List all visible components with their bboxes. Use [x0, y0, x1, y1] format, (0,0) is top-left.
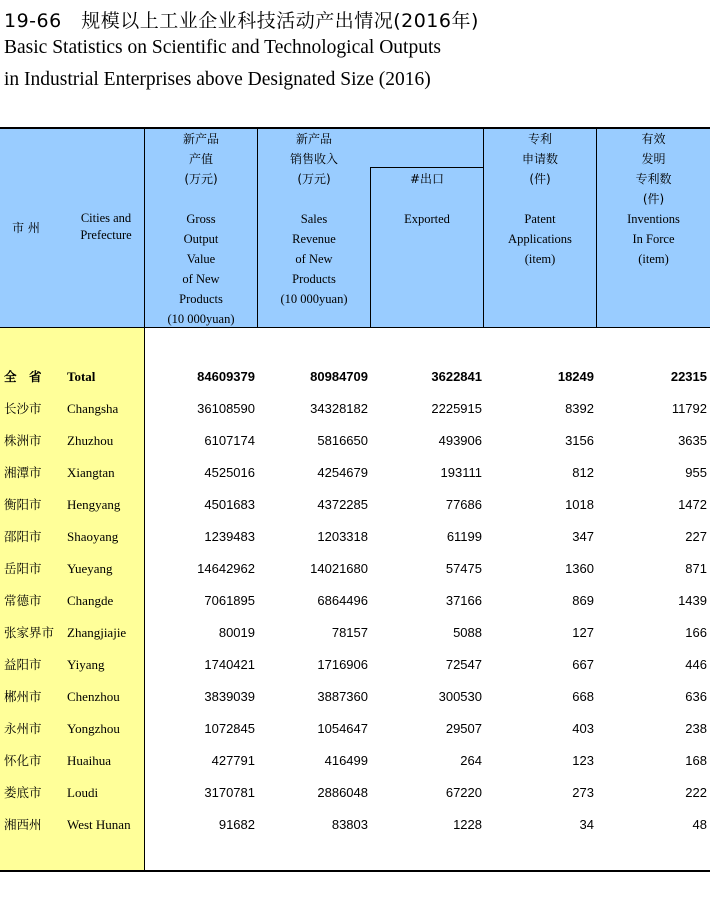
- header-line: [145, 189, 257, 209]
- table-row: [0, 585, 710, 617]
- city-name-cn: 永州市: [4, 721, 42, 736]
- header-line: (件): [642, 192, 665, 206]
- cell-value: 347: [572, 529, 594, 544]
- header-line: 专利数: [635, 172, 672, 186]
- cell-value: 871: [685, 561, 707, 576]
- city-name-cn: 岳阳市: [4, 561, 42, 576]
- cell-value: 3887360: [317, 689, 368, 704]
- cell-value: 1472: [678, 497, 707, 512]
- header-gross-output-value: [145, 129, 257, 329]
- table-row: [0, 745, 710, 777]
- city-name-cn: 湘潭市: [4, 465, 42, 480]
- header-line: 专利: [527, 132, 552, 146]
- cell-value: 83803: [331, 817, 368, 832]
- header-line: 申请数: [521, 152, 558, 166]
- city-name-en: Changsha: [67, 401, 119, 416]
- header-line: 销售收入: [289, 152, 338, 166]
- cell-value: 227: [685, 529, 707, 544]
- cell-value: 72547: [445, 657, 482, 672]
- cell-value: 416499: [324, 753, 368, 768]
- city-name-cn: 湘西州: [4, 817, 42, 832]
- city-name-en: Chenzhou: [67, 689, 120, 704]
- city-name-cn: 益阳市: [4, 657, 42, 672]
- city-name-cn: 株洲市: [4, 433, 42, 448]
- header-line: Products: [292, 272, 336, 286]
- cell-value: 193111: [440, 465, 482, 480]
- header-line: Value: [186, 252, 216, 266]
- city-name-cn: 邵阳市: [4, 529, 42, 544]
- city-name-en: Xiangtan: [67, 465, 115, 480]
- cell-value: 869: [572, 593, 594, 608]
- city-name-cn: 怀化市: [4, 753, 42, 768]
- cell-value: 6107174: [204, 433, 255, 448]
- cell-value: 446: [685, 657, 707, 672]
- cell-value: 127: [572, 625, 594, 640]
- header-line: (件): [529, 172, 551, 186]
- header-line: Gross: [186, 212, 216, 226]
- header-line: (10 000yuan): [167, 312, 235, 326]
- city-name-en: Zhangjiajie: [67, 625, 127, 640]
- city-name-cn: 常德市: [4, 593, 42, 608]
- cell-value: 34: [579, 817, 594, 832]
- city-name-en: Yueyang: [67, 561, 113, 576]
- cell-value: 2225915: [431, 401, 482, 416]
- header-line: 发明: [641, 152, 666, 166]
- header-line: Patent: [524, 212, 556, 226]
- header-line: Revenue: [292, 232, 336, 246]
- cell-value: 264: [460, 753, 482, 768]
- cell-value: 1228: [453, 817, 482, 832]
- header-line: Output: [183, 232, 219, 246]
- cell-value: 1716906: [317, 657, 368, 672]
- cell-value: 7061895: [204, 593, 255, 608]
- header-line: In Force: [632, 232, 675, 246]
- cell-value: 14021680: [310, 561, 368, 576]
- cell-value: 1203318: [317, 529, 368, 544]
- cell-value: 48: [692, 817, 707, 832]
- cell-value: 5088: [453, 625, 482, 640]
- header-city-en: Cities and Prefecture: [80, 211, 132, 242]
- cell-value: 403: [572, 721, 594, 736]
- header-line: Exported: [404, 212, 450, 226]
- cell-value: 4254679: [317, 465, 368, 480]
- cell-value: 18249: [557, 369, 594, 384]
- city-name-en: Loudi: [67, 785, 99, 800]
- header-line: Sales: [300, 212, 328, 226]
- cell-value: 77686: [445, 497, 482, 512]
- cell-value: 300530: [438, 689, 482, 704]
- city-name-en: Yiyang: [67, 657, 105, 672]
- header-line: Inventions: [627, 212, 680, 226]
- header-line: Products: [179, 292, 223, 306]
- city-name-cn: 娄底市: [4, 785, 42, 800]
- header-line: 新产品: [182, 132, 219, 146]
- cell-value: 22315: [670, 369, 707, 384]
- table-row: [0, 681, 710, 713]
- cell-value: 3622841: [431, 369, 482, 384]
- header-line: Applications: [508, 232, 572, 246]
- header-line: of New: [295, 252, 333, 266]
- header-sales-revenue: [258, 129, 370, 309]
- cell-value: 37166: [445, 593, 482, 608]
- cell-value: 168: [685, 753, 707, 768]
- cell-value: 222: [685, 785, 707, 800]
- table-row: [0, 713, 710, 745]
- cell-value: 1239483: [204, 529, 255, 544]
- cell-value: 273: [572, 785, 594, 800]
- exported-subheader-rule: [370, 167, 484, 168]
- cell-value: 36108590: [197, 401, 255, 416]
- cell-value: 29507: [445, 721, 482, 736]
- cell-value: 166: [685, 625, 707, 640]
- header-line: (item): [638, 252, 669, 266]
- header-line: (item): [524, 252, 556, 266]
- cell-value: 4372285: [317, 497, 368, 512]
- table-bottom-rule: [0, 870, 710, 872]
- header-line: #出口: [409, 172, 445, 186]
- header-line: (万元): [297, 172, 331, 186]
- city-name-cn: 郴州市: [4, 689, 42, 704]
- cell-value: 67220: [445, 785, 482, 800]
- cell-value: 57475: [445, 561, 482, 576]
- city-name-cn: 全 省: [4, 369, 42, 384]
- cell-value: 80019: [218, 625, 255, 640]
- cell-value: 78157: [331, 625, 368, 640]
- cell-value: 5816650: [317, 433, 368, 448]
- cell-value: 427791: [211, 753, 255, 768]
- cell-value: 3635: [678, 433, 707, 448]
- city-name-en: Yongzhou: [67, 721, 120, 736]
- cell-value: 1439: [678, 593, 707, 608]
- cell-value: 3839039: [204, 689, 255, 704]
- header-line: 新产品: [295, 132, 332, 146]
- cell-value: 238: [685, 721, 707, 736]
- city-name-en: Total: [67, 369, 96, 384]
- cell-value: 668: [572, 689, 594, 704]
- cell-value: 8392: [565, 401, 594, 416]
- cell-value: 91682: [218, 817, 255, 832]
- table-row: [0, 649, 710, 681]
- header-line: 产值: [188, 152, 213, 166]
- header-line: (10 000yuan): [280, 292, 348, 306]
- header-inventions-in-force: [597, 129, 710, 269]
- table-row: [0, 489, 710, 521]
- header-bottom-rule: [0, 327, 710, 328]
- table-row: [0, 777, 710, 809]
- table-row: [0, 393, 710, 425]
- header-exported: [371, 169, 483, 229]
- table-row: [0, 617, 710, 649]
- cell-value: 636: [685, 689, 707, 704]
- cell-value: 6864496: [317, 593, 368, 608]
- cell-value: 1360: [565, 561, 594, 576]
- table-row: [0, 361, 710, 393]
- cell-value: 123: [572, 753, 594, 768]
- header-line: of New: [182, 272, 220, 286]
- cell-value: 4525016: [204, 465, 255, 480]
- table-row: [0, 425, 710, 457]
- cell-value: 1054647: [317, 721, 368, 736]
- table-title-english-line1: Basic Statistics on Scientific and Technological Outputs: [4, 37, 441, 58]
- cell-value: 1740421: [204, 657, 255, 672]
- cell-value: 11792: [671, 401, 707, 416]
- cell-value: 3156: [565, 433, 594, 448]
- header-line: [371, 189, 483, 209]
- table-row: [0, 809, 710, 841]
- cell-value: 812: [572, 465, 594, 480]
- header-city-cn: 市 州: [12, 221, 40, 235]
- city-name-cn: 衡阳市: [4, 497, 42, 512]
- header-patent-applications: [484, 129, 596, 269]
- header-line: [258, 189, 370, 209]
- cell-value: 80984709: [310, 369, 368, 384]
- cell-value: 667: [572, 657, 594, 672]
- city-name-en: Hengyang: [67, 497, 121, 512]
- table-row: [0, 457, 710, 489]
- city-name-en: Shaoyang: [67, 529, 119, 544]
- city-name-en: Changde: [67, 593, 114, 608]
- cell-value: 955: [685, 465, 707, 480]
- cell-value: 493906: [438, 433, 482, 448]
- table-row: [0, 521, 710, 553]
- cell-value: 34328182: [310, 401, 368, 416]
- header-line: [484, 189, 596, 209]
- table-title-english-line2: in Industrial Enterprises above Designated Size (2016): [4, 69, 431, 90]
- header-line: 有效: [641, 132, 666, 146]
- cell-value: 3170781: [204, 785, 255, 800]
- table-row: [0, 553, 710, 585]
- city-name-en: West Hunan: [67, 817, 131, 832]
- table-title-chinese: 19-66 规模以上工业企业科技活动产出情况(2016年): [4, 10, 479, 32]
- city-name-cn: 长沙市: [4, 401, 42, 416]
- cell-value: 2886048: [317, 785, 368, 800]
- city-name-en: Huaihua: [67, 753, 112, 768]
- city-name-cn: 张家界市: [4, 625, 55, 640]
- cell-value: 4501683: [204, 497, 255, 512]
- header-line: (万元): [184, 172, 218, 186]
- cell-value: 61199: [446, 529, 482, 544]
- city-name-en: Zhuzhou: [67, 433, 114, 448]
- statistics-table: [0, 127, 710, 872]
- cell-value: 84609379: [197, 369, 255, 384]
- cell-value: 14642962: [197, 561, 255, 576]
- cell-value: 1072845: [204, 721, 255, 736]
- cell-value: 1018: [565, 497, 594, 512]
